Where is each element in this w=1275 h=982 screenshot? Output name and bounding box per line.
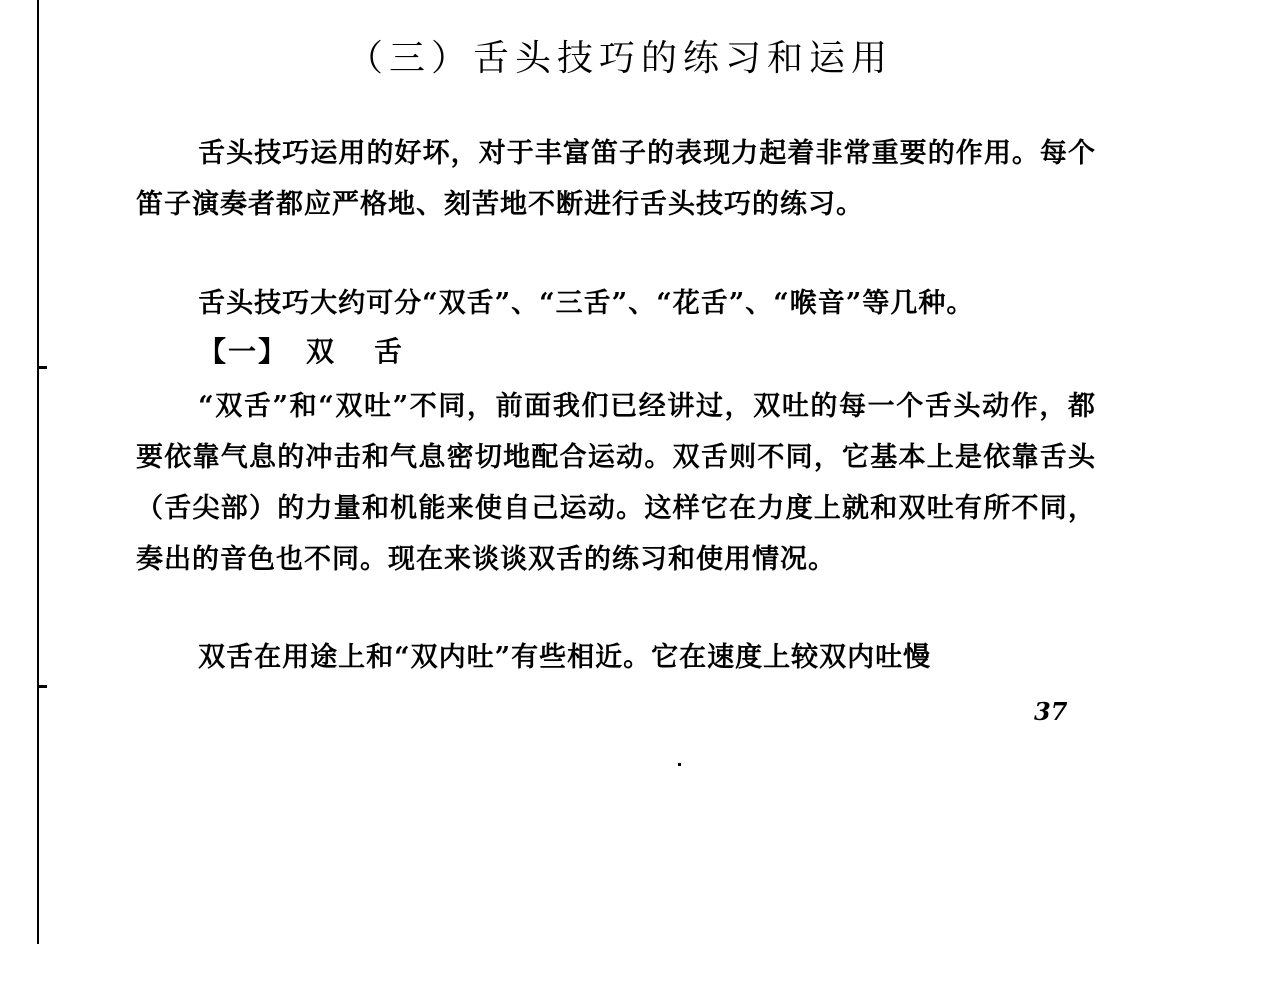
subsection-number: 【一】	[198, 335, 289, 368]
margin-tick-mark	[37, 366, 47, 369]
paragraph-double-tongue: “双舌”和“双吐”不同，前面我们已经讲过，双吐的每一个舌头动作，都要依靠气息的冲击和气息密切地配合运动。双舌则不同，它基本上是依靠舌头（舌尖部）的力量和机能来使自己运动。这样它在力度上就和双吐有所不同，奏出的音色也不同。现在来谈谈双舌的练习和使用情况。	[136, 391, 1096, 575]
paragraph-intro: 舌头技巧运用的好坏，对于丰富笛子的表现力起着非常重要的作用。每个笛子演奏者都应严格地、刻苦地不断进行舌头技巧的练习。	[136, 138, 1096, 220]
margin-tick-mark	[37, 685, 47, 688]
paragraph-categories: 舌头技巧大约可分“双舌”、“三舌”、“花舌”、“喉音”等几种。	[198, 288, 975, 319]
subsection-label: 双舌	[306, 335, 443, 368]
scan-speck	[678, 763, 681, 766]
paragraph-usage: 双舌在用途上和“双内吐”有些相近。它在速度上较双内吐慢	[198, 642, 932, 673]
subsection-heading	[198, 330, 442, 370]
page-binding-line	[37, 0, 39, 944]
page-number: 37	[1034, 697, 1068, 726]
section-title: （三）舌头技巧的练习和运用	[346, 38, 893, 79]
